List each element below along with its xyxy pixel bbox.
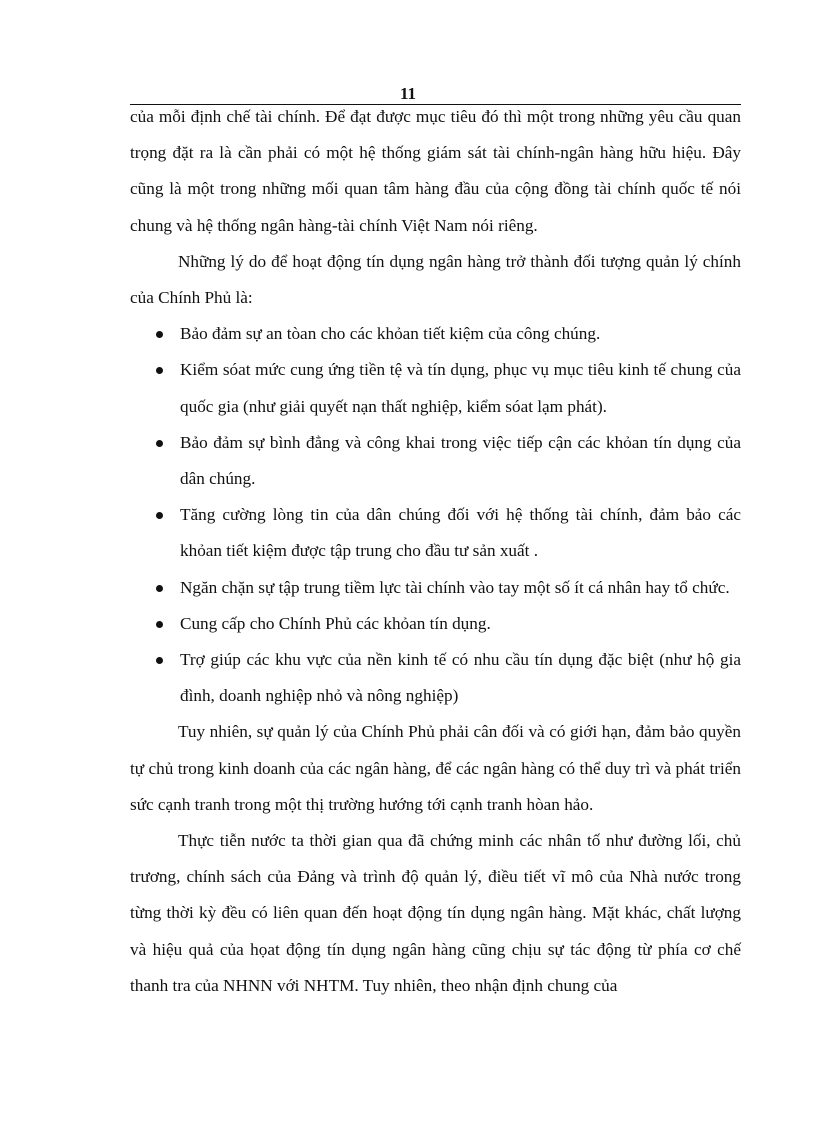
list-item <box>130 497 741 569</box>
bullet-icon <box>156 512 163 519</box>
paragraph-continuation: của mỗi định chế tài chính. Để đạt được mục tiêu đó thì một trong những yêu cầu quan trọng đặt ra là cần phải có một hệ thống giám sát tài chính-ngân hàng hữu hiệu. Đây cũng là một trong những mối quan tâm hàng đầu của cộng đồng tài chính quốc tế nói chung và hệ thống ngân hàng-tài chính Việt Nam nói riêng. <box>130 107 741 235</box>
page-body <box>130 99 741 1004</box>
list-item-text: Trợ giúp các khu vực của nền kinh tế có nhu cầu tín dụng đặc biệt (như hộ gia đình, doanh nghiệp nhỏ và nông nghiệp) <box>180 650 741 706</box>
list-item-text: Ngăn chặn sự tập trung tiềm lực tài chính vào tay một số ít cá nhân hay tổ chức. <box>180 577 730 597</box>
bullet-icon <box>156 331 163 338</box>
list-item <box>130 352 741 424</box>
bullet-icon <box>156 585 163 592</box>
list-item <box>130 570 741 606</box>
paragraph-government-limits: Tuy nhiên, sự quản lý của Chính Phủ phải cân đối và có giới hạn, đảm bảo quyền tự chủ trong kinh doanh của các ngân hàng, để các ngân hàng có thể duy trì và phát triển sức cạnh tranh trong một thị trường hướng tới cạnh tranh hòan hảo. <box>130 722 741 814</box>
list-item-text: Cung cấp cho Chính Phủ các khỏan tín dụng. <box>180 613 491 633</box>
list-item <box>130 316 741 352</box>
bullet-icon <box>156 367 163 374</box>
list-item <box>130 606 741 642</box>
bullet-icon <box>156 440 163 447</box>
list-item <box>130 642 741 714</box>
page-number: 11 <box>399 84 417 103</box>
reasons-list <box>130 316 741 714</box>
paragraph-practice: Thực tiễn nước ta thời gian qua đã chứng minh các nhân tố như đường lối, chủ trương, chính sách của Đảng và trình độ quản lý, điều tiết vĩ mô của Nhà nước trong từng thời kỳ đều có liên quan đến hoạt động tín dụng ngân hàng. Mặt khác, chất lượng và hiệu quả của họat động tín dụng ngân hàng cũng chịu sự tác động từ phía cơ chế thanh tra của NHNN với NHTM. Tuy nhiên, theo nhận định chung của <box>130 831 741 995</box>
bullet-icon <box>156 621 163 628</box>
list-item-text: Tăng cường lòng tin của dân chúng đối với hệ thống tài chính, đảm bảo các khỏan tiết kiệm được tập trung cho đầu tư sản xuất . <box>180 505 741 561</box>
paragraph-reasons-intro: Những lý do để hoạt động tín dụng ngân hàng trở thành đối tượng quản lý chính của Chính Phủ là: <box>130 251 741 308</box>
list-item <box>130 425 741 497</box>
list-item-text: Bảo đảm sự bình đẳng và công khai trong việc tiếp cận các khỏan tín dụng của dân chúng. <box>180 432 741 489</box>
list-item-text: Bảo đảm sự an tòan cho các khỏan tiết kiệm của công chúng. <box>180 324 601 344</box>
bullet-icon <box>156 657 163 664</box>
list-item-text: Kiểm sóat mức cung ứng tiền tệ và tín dụng, phục vụ mục tiêu kinh tế chung của quốc gia (như giải quyết nạn thất nghiệp, kiểm sóat lạm phát). <box>180 360 741 416</box>
